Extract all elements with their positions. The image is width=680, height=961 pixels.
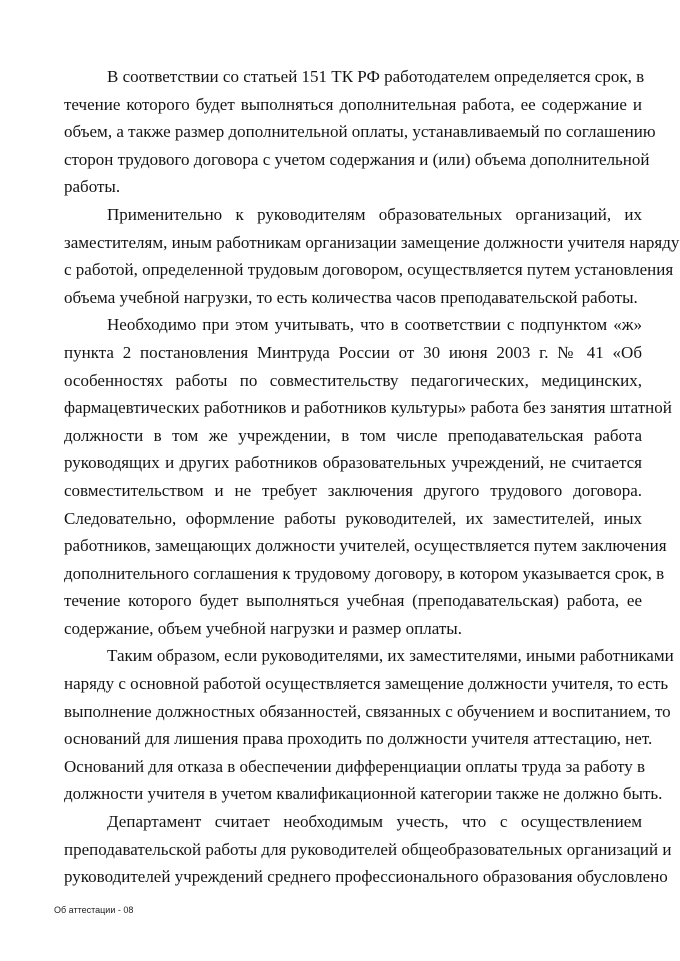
text-line: Следовательно, оформление работы руководителей, их заместителей, иных	[64, 508, 642, 528]
text-line: заместителям, иным работникам организации замещение должности учителя наряду	[64, 232, 680, 252]
text-line: Оснований для отказа в обеспечении дифференциации оплаты труда за работу в	[64, 756, 646, 776]
text-line: руководителей учреждений среднего профессионального образования обусловлено	[64, 867, 668, 887]
paragraph	[64, 642, 674, 808]
text-line: объема учебной нагрузки, то есть количества часов преподавательской работы.	[64, 287, 638, 307]
text-line: наряду с основной работой осуществляется замещение должности учителя, то есть	[64, 674, 669, 694]
document-body	[64, 63, 680, 891]
paragraph	[64, 808, 672, 891]
text-line: совместительством и не требует заключения другого трудового договора.	[64, 480, 642, 500]
text-line: выполнение должностных обязанностей, связанных с обучением и воспитанием, то	[64, 701, 671, 721]
text-line: руководящих и других работников образовательных учреждений, не считается	[64, 453, 642, 473]
text-line: работы.	[64, 177, 121, 197]
text-line: фармацевтических работников и работников культуры» работа без занятия штатной	[64, 398, 672, 418]
text-line: Таким образом, если руководителями, их заместителями, иными работниками	[107, 646, 674, 666]
paragraph	[64, 311, 672, 642]
paragraph	[64, 63, 656, 201]
page-footer: Об аттестации - 08	[54, 905, 134, 915]
text-line: оснований для лишения права проходить по должности учителя аттестацию, нет.	[64, 729, 653, 749]
text-line: пункта 2 постановления Минтруда России от 30 июня 2003 г. № 41 «Об	[64, 342, 642, 362]
paragraph	[64, 201, 680, 311]
text-line: В соответствии со статьей 151 ТК РФ работодателем определяется срок, в	[107, 67, 645, 86]
text-line: особенностях работы по совместительству педагогических, медицинских,	[64, 370, 642, 390]
text-line: должности в том же учреждении, в том числе преподавательская работа	[64, 425, 642, 445]
text-line: Применительно к руководителям образовательных организаций, их	[107, 204, 642, 224]
text-line: должности учителя в учетом квалификационной категории также не должно быть.	[64, 784, 663, 804]
text-line: работников, замещающих должности учителей, осуществляется путем заключения	[64, 536, 667, 556]
text-line: с работой, определенной трудовым договором, осуществляется путем установления	[64, 260, 674, 280]
text-line: содержание, объем учебной нагрузки и размер оплаты.	[64, 618, 462, 638]
text-line: преподавательской работы для руководителей общеобразовательных организаций и	[64, 839, 672, 859]
text-line: сторон трудового договора с учетом содержания и (или) объема дополнительной	[64, 149, 650, 169]
text-line: дополнительного соглашения к трудовому договору, в котором указывается срок, в	[64, 563, 665, 583]
text-line: Необходимо при этом учитывать, что в соответствии с подпунктом «ж»	[107, 315, 642, 335]
text-line: течение которого будет выполняться учебная (преподавательская) работа, ее	[64, 591, 642, 611]
text-line: течение которого будет выполняться дополнительная работа, ее содержание и	[64, 94, 642, 114]
text-line: Департамент считает необходимым учесть, что с осуществлением	[107, 812, 642, 832]
text-line: объем, а также размер дополнительной оплаты, устанавливаемый по соглашению	[64, 122, 656, 142]
